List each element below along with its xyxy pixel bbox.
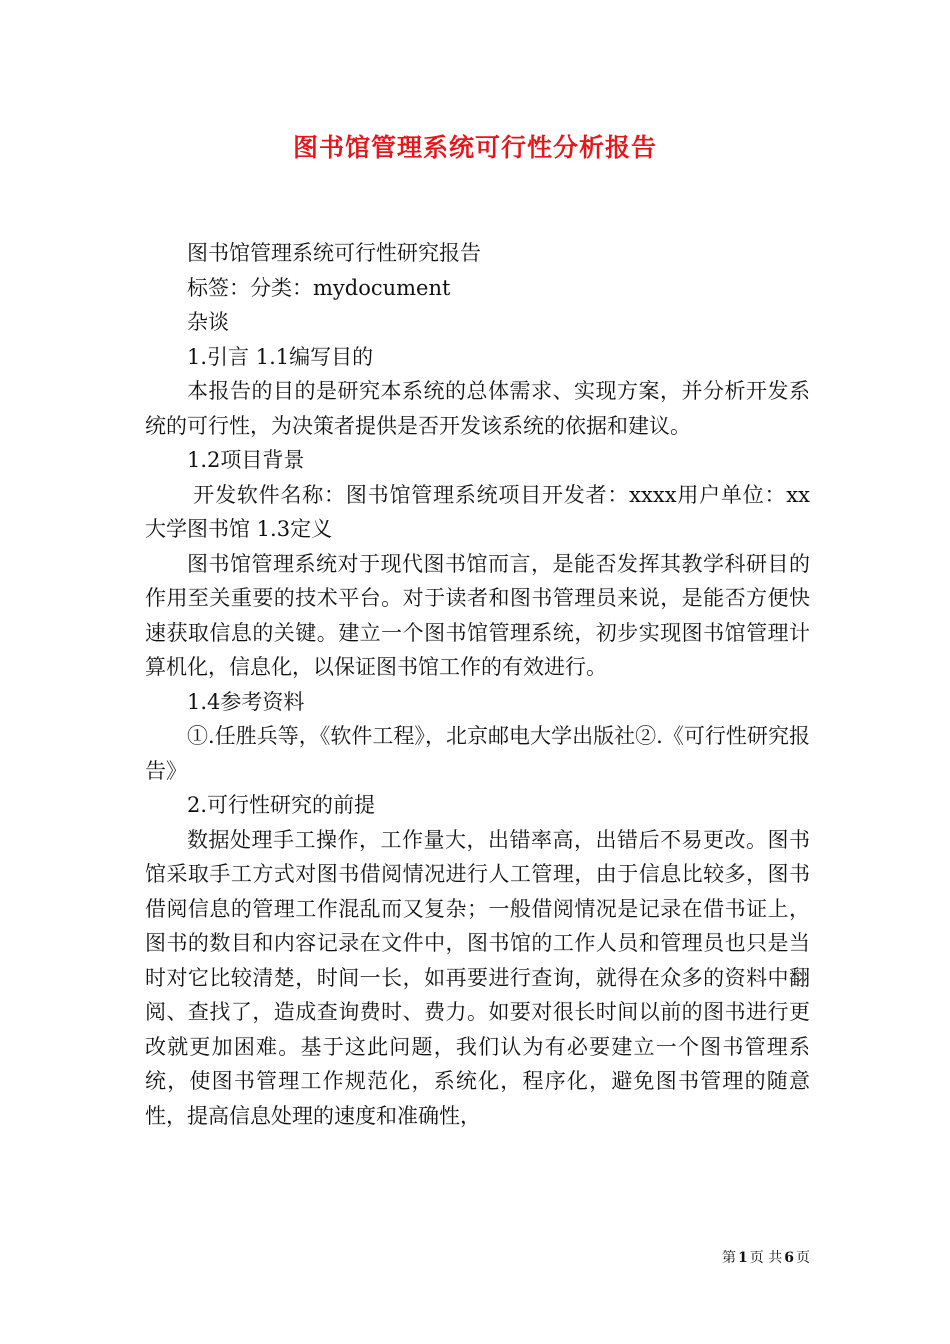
paragraph-definition: 图书馆管理系统对于现代图书馆而言，是能否发挥其教学科研目的作用至关重要的技术平台。对于读者和图书管理员来说，是能否方便快速获取信息的关键。建立一个图书馆管理系统，初步实现图书馆管理计算机化，信息化，以保证图书馆工作的有效进行。 xyxy=(145,551,810,679)
footer-suffix: 页 xyxy=(795,1250,810,1266)
paragraph-background: 开发软件名称：图书馆管理系统项目开发者：xxxx用户单位：xx大学图书馆 1.3定义 xyxy=(145,482,810,541)
paragraph-category: 杂谈 xyxy=(187,310,229,334)
section-heading-references: 1.4参考资料 xyxy=(187,689,305,714)
paragraph-report-name: 图书馆管理系统可行性研究报告 xyxy=(187,241,481,265)
paragraph-purpose: 本报告的目的是研究本系统的总体需求、实现方案，并分析开发系统的可行性，为决策者提供是否开发该系统的依据和建议。 xyxy=(145,379,810,438)
paragraph-references: ①.任胜兵等，《软件工程》，北京邮电大学出版社②.《可行性研究报告》 xyxy=(145,724,810,783)
section-heading-background: 1.2项目背景 xyxy=(187,448,305,472)
footer-prefix: 第 xyxy=(722,1250,736,1266)
section-heading-premise: 2.可行性研究的前提 xyxy=(187,793,376,817)
document-title: 图书馆管理系统可行性分析报告 xyxy=(292,133,657,162)
footer-total-pages: 6 xyxy=(784,1250,794,1266)
document-body xyxy=(145,236,810,1133)
page-footer xyxy=(722,1248,842,1268)
footer-middle: 页 共 xyxy=(749,1250,783,1266)
section-heading-intro: 1.引言 1.1编写目的 xyxy=(187,344,374,369)
paragraph-tags: 标签：分类：mydocument xyxy=(187,275,451,300)
paragraph-premise: 数据处理手工操作，工作量大，出错率高，出错后不易更改。图书馆采取手工方式对图书借阅情况进行人工管理，由于信息比较多，图书借阅信息的管理工作混乱而又复杂；一般借阅情况是记录在借书证上，图书的数目和内容记录在文件中，图书馆的工作人员和管理员也只是当时对它比较清楚，时间一长，如再要进行查询，就得在众多的资料中翻阅、查找了，造成查询费时、费力。如要对很长时间以前的图书进行更改就更加困难。基于这此问题，我们认为有必要建立一个图书管理系统，使图书管理工作规范化，系统化，程序化，避免图书管理的随意性，提高信息处理的速度和准确性， xyxy=(145,827,810,1128)
footer-page-number: 1 xyxy=(738,1250,748,1266)
